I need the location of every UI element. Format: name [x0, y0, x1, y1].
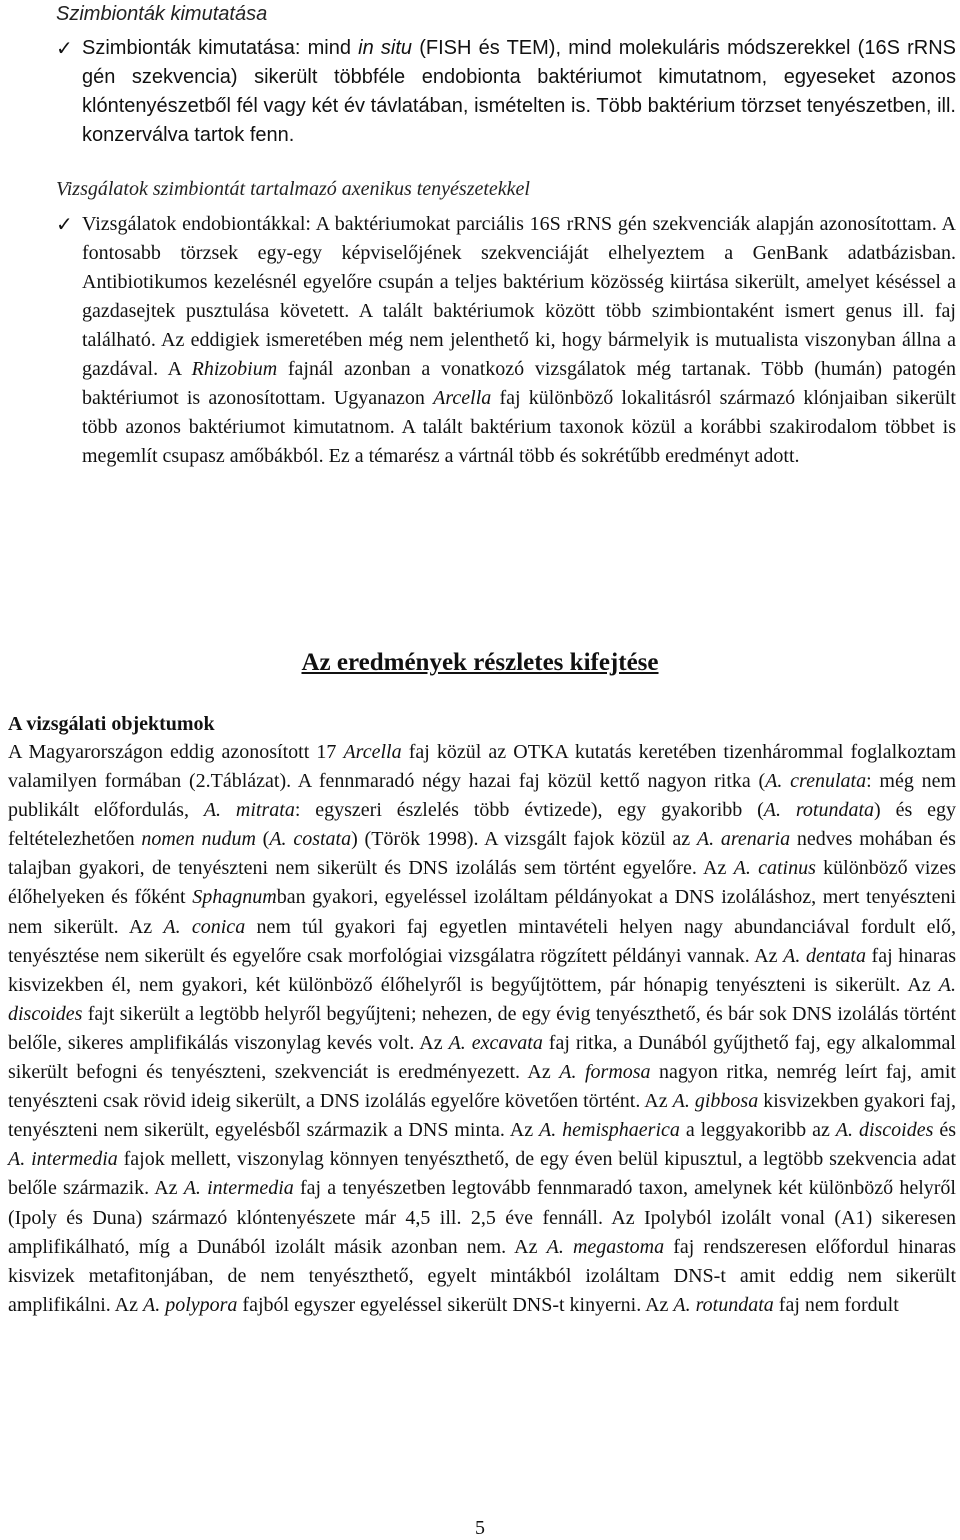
text-run: a leggyakoribb az: [679, 1119, 836, 1142]
text-run: fajt sikerült a legtöbb helyről begyűjteni; nehezen, de egy évig tenyészthető, és bár sok DNS izolálás történt belőle, sikeres amplifikálás viszonylag kevés volt. Az: [8, 1002, 956, 1054]
text-run: Vizsgálatok endobiontákkal: A baktériumokat parciális 16S rRNS gén szekvenciák alapján azonosítottam. A fontosabb törzsek egy-egy képviselőjének szekvenciáját elhelyeztem a GenBank adatbázisban. Antibiotikumos kezelésnél egyelőre csupán a teljes baktérium közösség kiirtása sikerült, amelyet késéssel a gazdasejtek pusztulása követett. A talált baktériumok között több szimbiontaként ismert genus ill. faj található. Az eddigiek ismeretében még nem jelenthető ki, hogy bármelyik is mutualista viszonyban állna a gazdával. A: [82, 213, 956, 380]
italic-term: A. rotundata: [763, 799, 875, 822]
italic-term: Arcella: [433, 387, 492, 409]
text-run: faj nem fordult: [773, 1293, 899, 1316]
italic-term: A. gibbosa: [672, 1090, 759, 1113]
italic-term: A. formosa: [559, 1061, 651, 1084]
text-run: fajból egyszer egyeléssel sikerült DNS-t kinyerni. Az: [237, 1293, 674, 1316]
italic-term: A. intermedia: [8, 1148, 118, 1171]
italic-term: A. arenaria: [696, 828, 791, 851]
text-run: faj ritka, a Dunából gyűjthető faj, egy alkalommal sikerült befogni és tenyészteni, szekvenciát is eredményezett. Az: [8, 1031, 956, 1084]
text-run: fajnál azonban a vonatkozó vizsgálatok még tartanak. Több (humán) patogén baktériumot is azonosítottam. Ugyanazon: [82, 358, 956, 409]
italic-term: A. dentata: [783, 944, 866, 967]
page-number: 5: [475, 1517, 485, 1539]
text-run: : egyszeri észlelés több évtizede), egy gyakoribb (: [294, 799, 764, 822]
italic-term: A. crenulata: [765, 770, 867, 793]
italic-term: Arcella: [343, 741, 402, 763]
text-run: nedves mohában és talajban gyakori, de tenyészteni nem sikerült és DNS izolálás sem történt egyelőre. Az: [8, 828, 956, 880]
italic-term: A. rotundata: [673, 1293, 774, 1316]
body-paragraph: [8, 738, 956, 1320]
text-run: (: [255, 828, 270, 851]
checkmark-icon: ✓: [56, 212, 73, 236]
bullet-paragraph-symbionts: [56, 34, 956, 150]
italic-term: A. megastoma: [546, 1235, 665, 1258]
italic-term: A. costata: [269, 828, 352, 851]
italic-term: A. catinus: [733, 857, 816, 880]
italic-term: Rhizobium: [191, 358, 278, 380]
italic-term: nomen nudum: [141, 828, 256, 851]
italic-term: A. discoides: [8, 973, 956, 1025]
text-run: faj hinaras kisvizekben él, nem gyakori, két különböző élőhelyről is begyűjtöttem, pár hónapig tenyészteni is sikerült. Az: [8, 944, 956, 996]
italic-term: A. polypora: [142, 1293, 238, 1316]
text-run: különböző vizes élőhelyeken és főként: [8, 857, 956, 909]
text-run: nem túl gyakori faj egyetlen mintavételi helyen nagy abundanciával fordult elő, tenyésztése nem sikerült és egyelőre csak morfológiai vizsgálatra rögzített példányi vannak. Az: [8, 915, 957, 967]
italic-term: A. conica: [163, 915, 246, 938]
bullet-paragraph-endobionts: [56, 210, 956, 471]
italic-term: A. mitrata: [203, 799, 295, 822]
checkmark-icon: ✓: [56, 36, 73, 60]
text-run: faj rendszeresen előfordul hinaras kisvizek metafitonjában, de nem tenyészthető, egyelt mintákból izoláltam DNS-t amit eddig nem sikerült amplifikálni. Az: [8, 1235, 956, 1316]
text-run: : még nem publikált előfordulás,: [8, 770, 957, 822]
italic-term: in situ: [358, 37, 413, 59]
italic-term: A. hemisphaerica: [539, 1119, 680, 1142]
subsection-heading: A vizsgálati objektumok: [8, 713, 215, 735]
main-title: Az eredmények részletes kifejtése: [301, 649, 659, 676]
text-run: Szimbionták kimutatása: mind: [82, 37, 359, 59]
text-run: és: [933, 1119, 956, 1142]
italic-term: Sphagnum: [192, 886, 277, 909]
text-run: kisvizekben gyakori faj, tenyészteni nem sikerült, egyelésből származik a DNS minta. Az: [8, 1090, 957, 1142]
italic-term: A. discoides: [835, 1119, 934, 1142]
text-run: nagyon ritka, nemrég leírt faj, amit tenyészteni csak rövid ideig sikerült, a DNS izolálás egyelőre követően történt. Az: [8, 1061, 956, 1113]
text-run: ) és egy feltételezhetően: [8, 799, 956, 851]
text-run: fajok mellett, viszonylag könnyen tenyészthető, de egy éven belül kipusztul, a legtöbb szekvencia adat belőle származik. Az: [8, 1148, 956, 1200]
text-run: ban gyakori, egyeléssel izoláltam példányokat a DNS izoláláshoz, mert tenyészteni nem sikerült. Az: [8, 886, 957, 938]
text-run: (FISH és TEM), mind molekuláris módszerekkel (16S rRNS gén szekvencia) sikerült többféle endobionta baktériumot kimutatnom, egyeseket azonos klóntenyészetből fél vagy két év távlatában, ismételten is. Több baktérium törzset tenyészetben, ill. konzerválva tartok fenn.: [82, 37, 956, 146]
section-heading-axenic: Vizsgálatok szimbiontát tartalmazó axenikus tenyészetekkel: [56, 178, 530, 200]
section-heading-symbionts: Szimbionták kimutatása: [56, 3, 268, 25]
text-run: ) (Török 1998). A vizsgált fajok közül az: [351, 828, 697, 851]
italic-term: A. excavata: [448, 1031, 543, 1054]
italic-term: A. intermedia: [183, 1177, 294, 1200]
text-run: faj a tenyészetben legtovább fennmaradó taxon, amelynek két különböző helyről (Ipoly és Duna) származó klóntenyészete már 4,5 ill. 2,5 éve fennáll. Az Ipolyból izolált vonal (A1) sikeresen amplifikálható, míg a Dunából izolált másik azonban nem. Az: [8, 1177, 956, 1258]
text-run: faj közül az OTKA kutatás keretében tizenhárommal foglalkoztam valamilyen formában (2.Táblázat). A fennmaradó négy hazai faj közül kettő nagyon ritka (: [8, 741, 956, 793]
text-run: A Magyarországon eddig azonosított 17: [8, 741, 344, 763]
text-run: faj különböző lokalitásról származó klónjaiban sikerült több azonos baktériumot kimutatnom. A talált baktérium taxonok közül a korábbi szakirodalom többet is megemlít csupasz amőbákból. Ez a témarész a vártnál több és sokrétűbb eredményt adott.: [82, 387, 956, 467]
